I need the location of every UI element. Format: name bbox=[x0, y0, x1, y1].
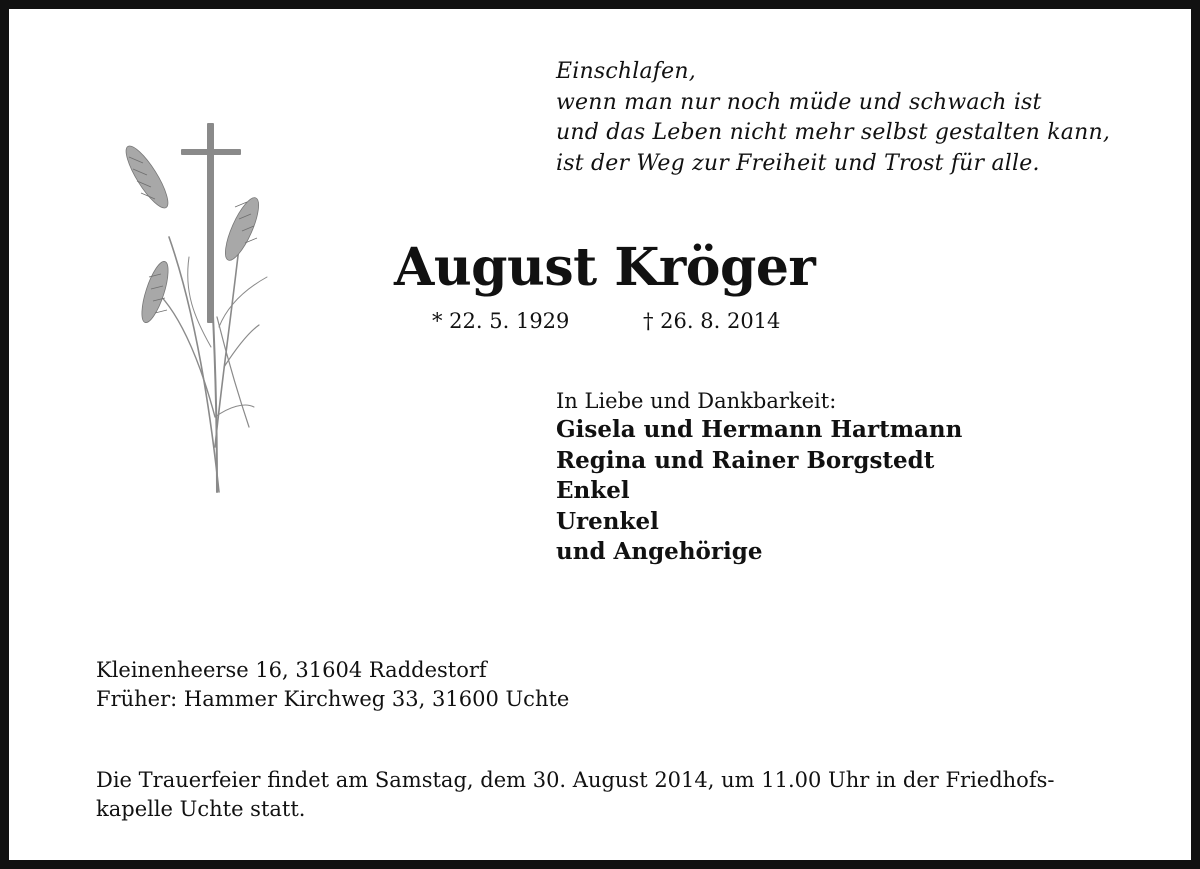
funeral-line: Die Trauerfeier findet am Samstag, dem 30. August 2014, um 11.00 Uhr in der Friedhofs- bbox=[96, 768, 1055, 792]
poem bbox=[556, 57, 1110, 179]
mourner-name: Enkel bbox=[556, 477, 630, 504]
address bbox=[96, 656, 569, 714]
mourner-name: Gisela und Hermann Hartmann bbox=[556, 416, 963, 443]
cross-with-wheat-ears-icon bbox=[99, 117, 279, 507]
mourners-intro: In Liebe und Dankbarkeit: bbox=[556, 389, 837, 413]
address-line: Früher: Hammer Kirchweg 33, 31600 Uchte bbox=[96, 687, 570, 711]
death-date: † 26. 8. 2014 bbox=[643, 309, 781, 333]
address-line: Kleinenheerse 16, 31604 Raddestorf bbox=[96, 658, 487, 682]
poem-line: und das Leben nicht mehr selbst gestalten kann, bbox=[556, 120, 1111, 145]
mourner-name: und Angehörige bbox=[556, 538, 763, 565]
funeral-line: kapelle Uchte statt. bbox=[96, 797, 306, 821]
mourner-name: Urenkel bbox=[556, 507, 659, 535]
mourners bbox=[556, 387, 962, 568]
poem-line: wenn man nur noch müde und schwach ist bbox=[556, 89, 1042, 115]
birth-date: * 22. 5. 1929 bbox=[432, 309, 570, 333]
poem-line: Einschlafen, bbox=[556, 59, 696, 84]
mourner-name: Regina und Rainer Borgstedt bbox=[556, 446, 935, 474]
mourners-names bbox=[556, 415, 962, 568]
deceased-name: August Kröger bbox=[394, 237, 816, 298]
funeral-notice bbox=[96, 766, 1054, 824]
poem-line: ist der Weg zur Freiheit und Trost für alle. bbox=[556, 150, 1040, 176]
